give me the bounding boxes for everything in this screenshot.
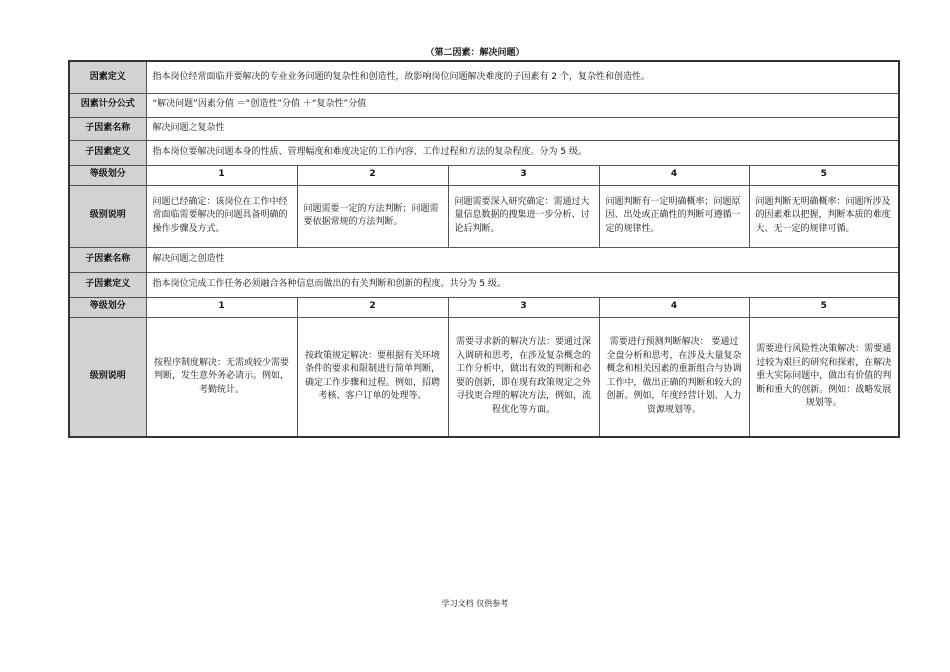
subfactor-2-description-row — [69, 317, 899, 437]
subfactor-2-description-label: 级别说明 — [69, 317, 146, 437]
subfactor-1-definition-label: 子因素定义 — [69, 140, 146, 165]
subfactor-1-name-label: 子因素名称 — [69, 117, 146, 140]
subfactor-1-level-3-description: 问题需要深入研究确定：需通过大量信息数据的搜集进一步分析、讨论后判断。 — [448, 185, 599, 247]
subfactor-1-definition-row — [69, 140, 899, 165]
formula-row — [69, 93, 899, 117]
subfactor-1-grade-4: 4 — [599, 165, 749, 185]
subfactor-1-level-4-description: 问题判断有一定明确概率；问题原因、出处或正确性的判断可遵循一定的规律性。 — [599, 185, 749, 247]
formula-text: “解决问题”因素分值 ＝“创造性”分值 ＋“复杂性”分值 — [146, 93, 899, 117]
subfactor-2-grade-2: 2 — [297, 297, 448, 317]
subfactor-2-definition-label: 子因素定义 — [69, 272, 146, 297]
subfactor-1-grade-2: 2 — [297, 165, 448, 185]
formula-label: 因素计分公式 — [69, 93, 146, 117]
subfactor-1-grade-1: 1 — [146, 165, 297, 185]
subfactor-2-grade-3: 3 — [448, 297, 599, 317]
page-title: （第二因素：解决问题） — [425, 48, 525, 58]
subfactor-2-level-1-description: 按程序制度解决：无需或较少需要判断，发生意外务必请示。例如，考勤统计。 — [146, 317, 297, 437]
subfactor-2-grade-label: 等级划分 — [69, 297, 146, 317]
subfactor-1-name: 解决问题之复杂性 — [146, 117, 899, 140]
subfactor-2-grade-4: 4 — [599, 297, 749, 317]
subfactor-1-level-5-description: 问题判断无明确概率：问题所涉及的因素难以把握，判断本质的难度大、无一定的规律可循。 — [749, 185, 899, 247]
subfactor-1-description-label: 级别说明 — [69, 185, 146, 247]
subfactor-1-grade-label: 等级划分 — [69, 165, 146, 185]
subfactor-1-name-row — [69, 117, 899, 140]
subfactor-2-level-4-description: 需要进行预测判断解决： 要通过全盘分析和思考，在涉及大量复杂概念和相关因素的重新组合与协调工作中，做出正确的判断和较大的创新。例如，年度经营计划、人力资源规划等。 — [599, 317, 749, 437]
subfactor-1-grade-5: 5 — [749, 165, 899, 185]
subfactor-2-grade-1: 1 — [146, 297, 297, 317]
subfactor-2-definition: 指本岗位完成工作任务必须融合各种信息而做出的有关判断和创新的程度。共分为 5 级。 — [146, 272, 899, 297]
subfactor-1-definition: 指本岗位要解决问题本身的性质、管理幅度和难度决定的工作内容、工作过程和方法的复杂程度。分为 5 级。 — [146, 140, 899, 165]
subfactor-1-description-row — [69, 185, 899, 247]
factor-definition-label: 因素定义 — [69, 61, 146, 93]
factor-definition-row — [69, 61, 899, 93]
subfactor-1-grade-3: 3 — [448, 165, 599, 185]
subfactor-2-level-5-description: 需要进行风险性决策解决：需要通过较为艰巨的研究和探索，在解决重大实际问题中，做出有价值的判断和重大的创新。例如：战略发展规划等。 — [749, 317, 899, 437]
subfactor-2-grade-5: 5 — [749, 297, 899, 317]
subfactor-2-name: 解决问题之创造性 — [146, 247, 899, 272]
subfactor-1-level-1-description: 问题已经确定：该岗位在工作中经常面临需要解决的问题具备明确的操作步骤及方式。 — [146, 185, 297, 247]
subfactor-2-definition-row — [69, 272, 899, 297]
subfactor-2-level-2-description: 按政策规定解决：要根据有关环境条件的要求和限制进行简单判断，确定工作步骤和过程。例如，招聘考核、客户订单的处理等。 — [297, 317, 448, 437]
subfactor-1-level-2-description: 问题需要一定的方法判断；问题需要依据常规的方法判断。 — [297, 185, 448, 247]
subfactor-2-name-row — [69, 247, 899, 272]
subfactor-2-grade-row — [69, 297, 899, 317]
subfactor-2-name-label: 子因素名称 — [69, 247, 146, 272]
factor-definition-text: 指本岗位经常面临并要解决的专业业务问题的复杂性和创造性，故影响岗位问题解决难度的子因素有 2 个，复杂性和创造性。 — [146, 61, 899, 93]
subfactor-1-grade-row — [69, 165, 899, 185]
factor-table — [68, 60, 900, 438]
page-footer: 学习文档 仅供参考 — [441, 599, 509, 608]
subfactor-2-level-3-description: 需要寻求新的解决方法：要通过深入调研和思考，在涉及复杂概念的工作分析中，做出有效的判断和必要的创新，即在现有政策规定之外寻找更合理的解决方法，例如，流程优化等方面。 — [448, 317, 599, 437]
